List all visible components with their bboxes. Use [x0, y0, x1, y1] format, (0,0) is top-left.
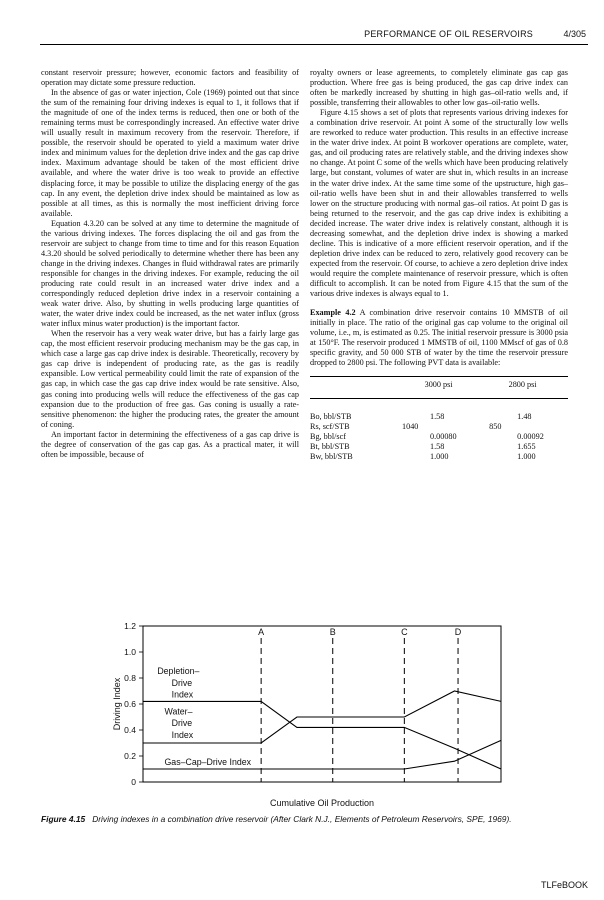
- marker-label-c: C: [401, 627, 408, 637]
- example-heading: Example 4.2: [310, 308, 356, 318]
- y-tick-label: 0: [131, 777, 136, 787]
- chart-annotation: Water–: [164, 706, 193, 717]
- pvt-header-cell: 3000 psi: [400, 377, 477, 399]
- pvt-cell: 1.48: [517, 411, 532, 421]
- pvt-cell: Bg, bbl/scf: [310, 431, 346, 441]
- pvt-header-cell: [310, 377, 400, 399]
- series-line-1: [143, 691, 501, 743]
- y-tick-label: 0.8: [124, 673, 136, 683]
- pvt-cell: Rs, scf/STB: [310, 421, 350, 431]
- pvt-cell: 1.58: [430, 411, 445, 421]
- chart-annotation: Drive: [171, 677, 193, 688]
- running-title: PERFORMANCE OF OIL RESERVOIRS: [364, 29, 533, 39]
- chart-annotation: Index: [171, 689, 194, 700]
- pvt-cell: 0.00092: [517, 431, 544, 441]
- pvt-cell: 0.00080: [430, 431, 457, 441]
- page-number: 4/305: [563, 29, 586, 39]
- y-tick-label: 0.4: [124, 725, 136, 735]
- paragraph: royalty owners or lease agreements, to completely eliminate gas cap gas production. Where free gas is being produced, the gas cap drive index can often be markedly increased by shutting in high gas–oil-ratio wells and, if possible, transferring their allowables to other low gas–oil-ratio wells.: [310, 68, 568, 108]
- paragraph: constant reservoir pressure; however, economic factors and feasibility of operation may dictate some pressure reduction.: [41, 68, 299, 88]
- chart-annotation: Depletion–: [157, 666, 200, 677]
- table-row: [310, 422, 568, 432]
- pvt-cell: 850: [489, 421, 502, 431]
- marker-label-a: A: [258, 627, 265, 637]
- caption-text: Driving indexes in a combination drive reservoir (After Clark N.J., Elements of Petroleum Reservoirs, SPE, 1969).: [92, 814, 512, 824]
- caption-label: Figure 4.15: [41, 814, 86, 824]
- driving-index-figure: [108, 614, 508, 814]
- marker-label-d: D: [454, 627, 462, 637]
- paragraph: When the reservoir has a very weak water drive, but has a fairly large gas cap, the most efficient reservoir producing mechanism may be the gas cap, in which case a large gas cap drive index is desirable. Theoretically, recovery by gas cap drive is independent of producing rate, as the gas is readily expansible. Low vertical permeability could limit the rate of expansion of the gas cap, in which case the gas cap drive index would be rate sensitive. Also, gas coning into producing wells will reduce the effectiveness of the gas cap expansion due to the production of free gas. Gas coning is usually a rate-sensitive phenomenon: the higher the producing rates, the greater the amount of coning.: [41, 329, 299, 429]
- paragraph: Equation 4.3.20 can be solved at any time to determine the magnitude of the various driving indexes. The forces displacing the oil and gas from the reservoir are subject to change from time to time and for this reason Equation 4.3.20 should be solved periodically to determine whether there has been any change in the driving indexes. Changes in fluid withdrawal rates are primarily responsible for changes in the driving indexes. For example, reducing the oil producing rate could result in an increased water drive index and a correspondingly reduced depletion drive index in a reservoir containing a weak water drive. Also, by shutting in wells producing large quantities of water, the water drive index could be increased, as the net water influx (gross water influx minus water production) is the important factor.: [41, 218, 299, 329]
- paragraph: An important factor in determining the effectiveness of a gas cap drive is the degree of conservation of the gas cap gas. As a practical mater, it will often be impossible, because of: [41, 429, 299, 459]
- pvt-table: [310, 376, 568, 462]
- right-column: [310, 68, 568, 462]
- page-header: [40, 28, 588, 45]
- chart-annotation: Gas–Cap–Drive Index: [164, 757, 252, 768]
- chart-annotation: Index: [171, 729, 194, 740]
- y-tick-label: 0.6: [124, 699, 136, 709]
- paragraph: Figure 4.15 shows a set of plots that represents various driving indexes for a combination drive reservoir. At point A some of the structurally low wells are reworked to reduce water production. This results in an effective increase in the water drive index. At point B workover operations are complete, water, gas, and oil producing rates are relatively stable, and the driving indexes show no change. At point C some of the wells which have been producing relatively large, but constant, volumes of water are shut in, which results in an increase in the water drive index. At the same time some of the upstructure, high gas–oil-ratio wells have been shut in and their allowables transferred to wells lower on the structure producing with normal gas–oil ratios. At point D gas is being returned to the reservoir, and the gas cap drive index is exhibiting a decided increase. The water drive index is relatively constant, although it is decreasing somewhat, and the depletion drive index is showing a marked decline. This is indicative of a more efficient reservoir operation, and if the depletion drive index can be reduced to zero, relatively good recovery can be expected from the reservoir. Of course, to achieve a zero depletion drive index would require the complete maintenance of reservoir pressure, which is often difficult to accomplish. It can be noted from Figure 4.15 that the sum of the various drive indexes is always equal to 1.: [310, 108, 568, 299]
- left-column: [41, 68, 299, 460]
- pvt-cell: 1.655: [517, 441, 536, 451]
- driving-index-chart: [108, 614, 508, 809]
- paragraph: In the absence of gas or water injection, Cole (1969) pointed out that since the sum of the remaining four driving indexes is equal to 1, it follows that if the magnitude of one of the index terms is reduced, then one or both of the remaining terms must be correspondingly increased. An effective water drive will usually result in maximum recovery from the reservoir. Therefore, if possible, the reservoir should be operated to yield a maximum water drive index and minimum values for the depletion drive index and the gas cap drive index. Maximum advantage should be taken of the most efficient drive available, and where the water drive is too weak to provide an effective displacing force, it may be possible to utilize the displacing energy of the gas cap. In any event, the depletion drive index should be maintained as low as possible at all times, as this is normally the most inefficient driving force available.: [41, 88, 299, 218]
- example-paragraph: [310, 308, 568, 368]
- x-axis-label: Cumulative Oil Production: [269, 798, 375, 808]
- table-row: [310, 399, 568, 412]
- pvt-cell: Bw, bbl/STB: [310, 451, 353, 461]
- figure-caption: [41, 814, 581, 825]
- pvt-cell: 1.58: [430, 441, 445, 451]
- marker-label-b: B: [329, 627, 336, 637]
- pvt-header-cell: 2800 psi: [477, 377, 568, 399]
- pvt-cell: 1040: [402, 421, 419, 431]
- y-axis-label: Driving Index: [112, 677, 122, 731]
- y-tick-label: 0.2: [124, 751, 136, 761]
- table-row: [310, 412, 568, 422]
- table-row: [310, 452, 568, 462]
- table-row: [310, 432, 568, 442]
- pvt-cell: 1.000: [517, 451, 536, 461]
- pvt-cell: Bo, bbl/STB: [310, 411, 352, 421]
- chart-annotation: Drive: [171, 718, 193, 729]
- y-tick-label: 1.2: [124, 621, 136, 631]
- y-tick-label: 1.0: [124, 647, 136, 657]
- pvt-cell: Bt, bbl/STB: [310, 441, 350, 451]
- footer-watermark: TLFeBOOK: [540, 880, 588, 890]
- pvt-cell: 1.000: [430, 451, 449, 461]
- example-text: A combination drive reservoir contains 10 MMSTB of oil initially in place. The ratio of the original gas cap volume to the original oil volume, i.e., m, is estimated as 0.25. The initial reservoir pressure is 3000 psia at 150°F. The reservoir produced 1 MMSTB of oil, 1100 MMscf of gas of 0.8 specific gravity, and 50 000 STB of water by the time the reservoir pressure dropped to 2800 psi. The following PVT data is available:: [310, 308, 568, 368]
- table-row: [310, 442, 568, 452]
